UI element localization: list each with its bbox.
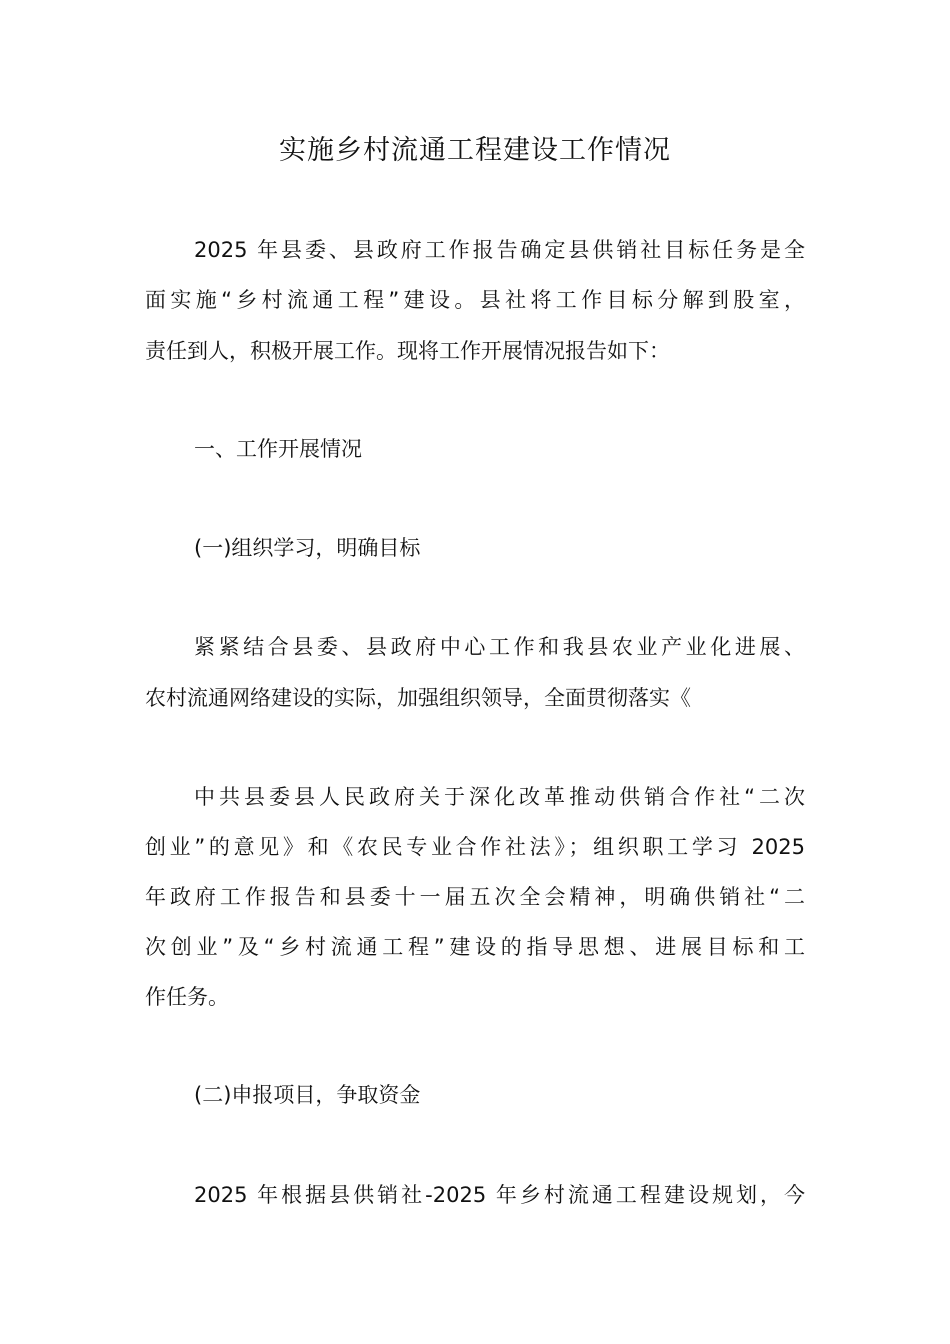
document-title: 实施乡村流通工程建设工作情况	[279, 135, 671, 166]
paragraph-2-line-2: 农村流通网络建设的实际，加强组织领导，全面贯彻落实《	[145, 686, 691, 710]
subsection-heading-2: (二)申报项目，争取资金	[194, 1083, 421, 1107]
paragraph-3-line-5: 作任务。	[145, 985, 229, 1009]
paragraph-4-line-1: 2025 年根据县供销社-2025 年乡村流通工程建设规划，今	[194, 1183, 805, 1207]
paragraph-3-line-3: 年政府工作报告和县委十一届五次全会精神，明确供销社“二	[145, 885, 805, 909]
paragraph-1-line-1: 2025 年县委、县政府工作报告确定县供销社目标任务是全	[194, 238, 805, 262]
paragraph-2-line-1: 紧紧结合县委、县政府中心工作和我县农业产业化进展、	[194, 635, 805, 659]
paragraph-1-line-3: 责任到人，积极开展工作。现将工作开展情况报告如下：	[145, 339, 670, 363]
paragraph-3-line-1: 中共县委县人民政府关于深化改革推动供销合作社“二次	[194, 785, 805, 809]
section-heading-1: 一、工作开展情况	[194, 437, 362, 461]
subsection-heading-1: (一)组织学习，明确目标	[194, 536, 421, 560]
paragraph-3-line-4: 次创业”及“乡村流通工程”建设的指导思想、进展目标和工	[145, 935, 805, 959]
paragraph-1-line-2: 面实施“乡村流通工程”建设。县社将工作目标分解到股室，	[145, 288, 805, 312]
paragraph-3-line-2: 创业”的意见》和《农民专业合作社法》；组织职工学习 2025	[145, 835, 805, 859]
